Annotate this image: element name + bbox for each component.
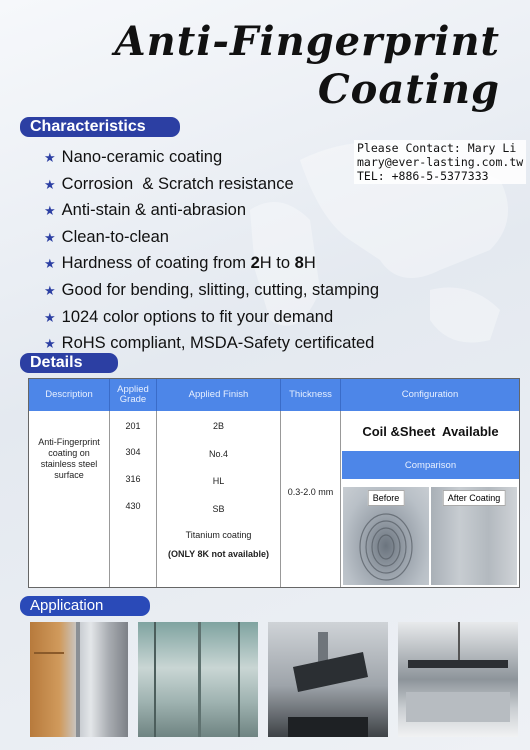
star-icon: ★ [44, 282, 56, 298]
application-heading: Application [20, 596, 150, 616]
star-icon: ★ [44, 150, 56, 165]
application-photo-kitchen [398, 622, 518, 737]
grade-cell: 304 [125, 447, 141, 457]
header-finish: Applied Finish [157, 379, 281, 411]
divider [280, 411, 281, 587]
divider [156, 411, 157, 587]
comparison-header: Comparison [342, 451, 519, 479]
finish-cell: HL [212, 476, 225, 486]
star-icon: ★ [44, 176, 56, 192]
configuration-cell: Coil &Sheet Available [362, 423, 499, 439]
application-photo-fridge [30, 622, 128, 737]
thickness-cell: 0.3-2.0 mm [287, 487, 334, 497]
details-table [28, 378, 520, 588]
page-title-line1: Anti-Fingerprint [114, 18, 500, 65]
characteristics-list [44, 144, 379, 357]
star-icon: ★ [44, 203, 56, 219]
list-item: ★ Good for bending, slitting, cutting, stamping [44, 280, 380, 299]
grade-cell: 430 [125, 501, 141, 511]
grade-cell: 316 [125, 474, 141, 484]
list-item: ★ Corrosion & Scratch resistance [44, 174, 294, 193]
divider [109, 411, 110, 587]
header-configuration: Configuration [341, 379, 519, 411]
header-description: Description [29, 379, 110, 411]
page-title-line2: Coating [317, 66, 500, 113]
list-item: ★ Anti-stain & anti-abrasion [44, 201, 247, 220]
contact-name: Please Contact: Mary Li [357, 141, 517, 155]
application-photo-range-hood [268, 622, 388, 737]
divider [340, 411, 341, 587]
star-icon: ★ [44, 256, 56, 272]
finish-cell: Titanium coating [185, 530, 252, 540]
after-photo [431, 487, 517, 585]
description-cell: Anti-Fingerprint coating on stainless steel surface [38, 437, 100, 480]
details-heading: Details [20, 353, 118, 373]
star-icon: ★ [44, 309, 56, 325]
before-label: Before [368, 490, 405, 506]
star-icon: ★ [44, 336, 56, 352]
header-grade: Applied Grade [110, 379, 157, 411]
range-hood-icon [268, 622, 388, 737]
star-icon: ★ [44, 229, 56, 245]
finish-note: (ONLY 8K not available) [167, 549, 270, 559]
contact-phone: TEL: +886-5-5377333 [357, 169, 489, 183]
contact-email: mary@ever-lasting.com.tw [357, 155, 524, 169]
before-photo [343, 487, 429, 585]
list-item: ★ 1024 color options to fit your demand [44, 307, 334, 326]
list-item: ★ Clean-to-clean [44, 227, 169, 246]
header-thickness: Thickness [281, 379, 341, 411]
list-item: ★ Nano-ceramic coating [44, 148, 223, 166]
after-label: After Coating [443, 490, 506, 506]
finish-cell: SB [212, 504, 225, 514]
grade-cell: 201 [125, 421, 141, 431]
finish-cell: 2B [212, 421, 224, 431]
characteristics-heading: Characteristics [20, 117, 180, 137]
list-item: ★ Hardness of coating from 2H to 8H [44, 254, 316, 273]
contact-box [354, 140, 526, 184]
finish-cell: No.4 [208, 449, 228, 459]
application-photo-elevator [138, 622, 258, 737]
list-item: ★ RoHS compliant, MSDA-Safety certificated [44, 334, 375, 353]
